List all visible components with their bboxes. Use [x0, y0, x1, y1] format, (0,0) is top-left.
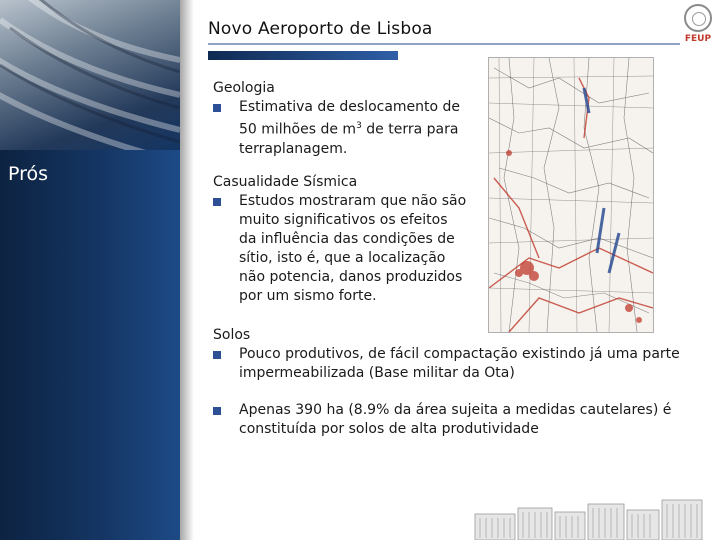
sidebar [0, 0, 180, 540]
solos-heading: Solos [213, 327, 251, 343]
list-item-text: Estudos mostraram que não são muito significativos os efeitos da influência das condições de sítio, isto é, que a localização não potencia, danos produzidos por um sismo forte. [239, 193, 467, 304]
title-divider [208, 43, 680, 45]
list-item [213, 345, 703, 383]
superscript: 3 [356, 121, 362, 131]
section-label: Prós [8, 163, 49, 185]
feup-logo [680, 4, 716, 54]
list-item-text-part: de terra para terraplanagem. [239, 121, 459, 157]
list-item-text: Apenas 390 ha (8.9% da área sujeita a medidas cautelares) é constituída por solos de alta produtividade [239, 402, 672, 437]
feup-seal-icon [684, 4, 712, 32]
list-item [213, 192, 483, 306]
geologia-heading: Geologia [213, 80, 275, 96]
list-item-text [239, 98, 460, 159]
bullet-icon [213, 351, 221, 359]
list-item-text-part: Estimativa de deslocamento de 50 milhões de m [239, 99, 461, 138]
turbine-blades-icon [0, 0, 180, 150]
logo-text: FEUP [684, 34, 712, 44]
sidebar-decoration [0, 0, 180, 150]
sidebar-shadow [180, 0, 194, 540]
bullet-icon [213, 407, 221, 415]
bullet-icon [213, 198, 221, 206]
list-item [213, 98, 483, 159]
sismica-section [213, 173, 483, 306]
geologia-section [213, 79, 483, 159]
sismica-heading: Casualidade Sísmica [213, 174, 358, 190]
buildings-illustration [470, 492, 710, 540]
page-title: Novo Aeroporto de Lisboa [208, 19, 433, 39]
bullet-icon [213, 104, 221, 112]
geological-map-image [488, 57, 654, 333]
list-item [213, 401, 703, 439]
list-item-text: Pouco produtivos, de fácil compactação existindo já uma parte impermeabilizada (Base militar da Ota) [239, 346, 680, 381]
solos-section [213, 326, 703, 439]
title-accent-bar [208, 51, 398, 60]
